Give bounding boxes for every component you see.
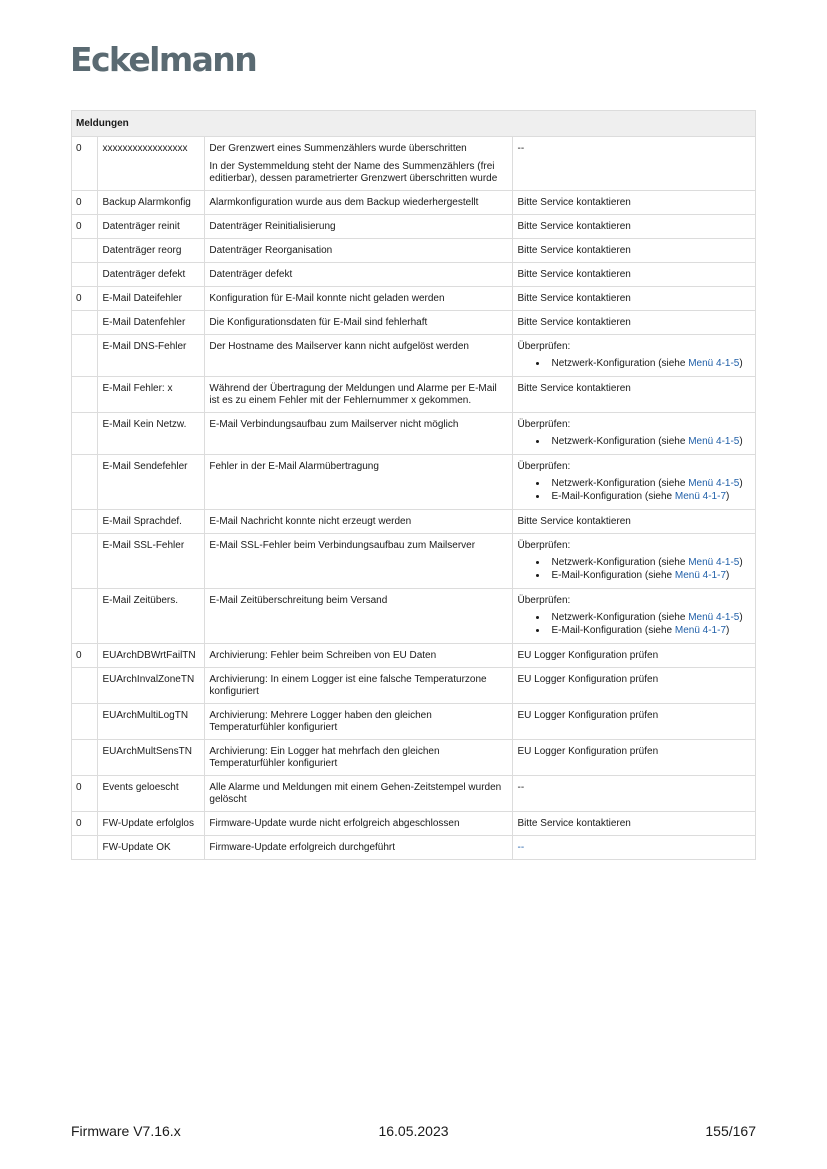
priority-cell [72, 311, 98, 335]
description-text: Alle Alarme und Meldungen mit einem Gehen-Zeitstempel wurden gelöscht [209, 782, 502, 805]
footer-page-number: 155/167 [705, 1123, 756, 1139]
message-name-cell: E-Mail Kein Netzw. [98, 413, 205, 455]
action-cell [513, 740, 756, 776]
action-text: Bitte Service kontaktieren [517, 317, 631, 328]
bullet-text-end: ) [726, 570, 730, 581]
description-cell [205, 335, 513, 377]
table-row [72, 137, 756, 191]
table-row [72, 455, 756, 510]
menu-reference-link[interactable]: Menü 4-1-5 [688, 612, 740, 623]
description-text: E-Mail Zeitüberschreitung beim Versand [209, 595, 388, 606]
description-cell [205, 413, 513, 455]
message-name-cell: Backup Alarmkonfig [98, 191, 205, 215]
description-cell [205, 589, 513, 644]
table-row [72, 335, 756, 377]
priority-cell [72, 263, 98, 287]
priority-cell: 0 [72, 644, 98, 668]
action-text: Überprüfen: [517, 595, 571, 606]
description-text: Während der Übertragung der Meldungen und Alarme per E-Mail ist es zu einem Fehler mit der Fehlernummer x gekommen. [209, 383, 497, 406]
action-cell [513, 377, 756, 413]
table-title: Meldungen [72, 111, 756, 137]
priority-cell [72, 455, 98, 510]
bullet-text-end: ) [739, 478, 743, 489]
action-bullet-list [517, 557, 751, 582]
description-text: Datenträger defekt [209, 269, 293, 280]
action-text: -- [517, 782, 525, 793]
message-name-cell: E-Mail Sendefehler [98, 455, 205, 510]
table-row [72, 836, 756, 860]
table-row [72, 668, 756, 704]
bullet-text: Netzwerk-Konfiguration (siehe [551, 612, 689, 623]
action-text: Bitte Service kontaktieren [517, 269, 631, 280]
action-text: -- [517, 143, 525, 154]
action-cell [513, 836, 756, 860]
description-text: Konfiguration für E-Mail konnte nicht geladen werden [209, 293, 445, 304]
menu-reference-link[interactable]: Menü 4-1-7 [674, 491, 727, 502]
action-bullet-list [517, 478, 751, 503]
message-name-cell: EUArchMultiLogTN [98, 704, 205, 740]
message-name-cell: EUArchMultSensTN [98, 740, 205, 776]
priority-cell: 0 [72, 215, 98, 239]
description-text: Archivierung: Fehler beim Schreiben von EU Daten [209, 650, 437, 661]
description-text: E-Mail SSL-Fehler beim Verbindungsaufbau zum Mailserver [209, 540, 476, 551]
action-cell [513, 137, 756, 191]
description-cell [205, 191, 513, 215]
description-text: Datenträger Reinitialisierung [209, 221, 336, 232]
message-name-cell: FW-Update OK [98, 836, 205, 860]
message-name-cell: E-Mail Fehler: x [98, 377, 205, 413]
description-text: In der Systemmeldung steht der Name des Summenzählers (frei editierbar), dessen parametrierter Grenzwert überschritten wurde [209, 161, 498, 184]
description-text: Datenträger Reorganisation [209, 245, 333, 256]
action-cell [513, 239, 756, 263]
priority-cell: 0 [72, 191, 98, 215]
message-name-cell: E-Mail Sprachdef. [98, 510, 205, 534]
action-bullet-item [548, 358, 751, 370]
description-cell [205, 137, 513, 191]
table-row [72, 287, 756, 311]
action-cell [513, 413, 756, 455]
menu-reference-link[interactable]: Menü 4-1-5 [688, 478, 740, 489]
menu-reference-link[interactable]: Menü 4-1-7 [674, 570, 727, 581]
description-text: Archivierung: In einem Logger ist eine falsche Temperaturzone konfiguriert [209, 674, 487, 697]
description-cell [205, 287, 513, 311]
action-cell [513, 668, 756, 704]
description-cell [205, 740, 513, 776]
priority-cell [72, 377, 98, 413]
action-cell [513, 287, 756, 311]
action-cell [513, 510, 756, 534]
action-cell [513, 644, 756, 668]
description-cell [205, 776, 513, 812]
message-name-cell: E-Mail Dateifehler [98, 287, 205, 311]
description-cell [205, 263, 513, 287]
description-text: E-Mail Nachricht konnte nicht erzeugt werden [209, 516, 412, 527]
description-cell [205, 455, 513, 510]
priority-cell: 0 [72, 776, 98, 812]
bullet-text: E-Mail-Konfiguration (siehe [551, 625, 675, 636]
action-cell [513, 704, 756, 740]
action-bullet-item [548, 557, 751, 569]
action-text: Bitte Service kontaktieren [517, 818, 631, 829]
description-cell [205, 377, 513, 413]
table-row [72, 311, 756, 335]
message-name-cell: E-Mail DNS-Fehler [98, 335, 205, 377]
priority-cell [72, 836, 98, 860]
table-row [72, 413, 756, 455]
message-name-cell: Datenträger reorg [98, 239, 205, 263]
table-row [72, 377, 756, 413]
description-text: Der Hostname des Mailserver kann nicht aufgelöst werden [209, 341, 469, 352]
message-name-cell: E-Mail Datenfehler [98, 311, 205, 335]
action-cell [513, 335, 756, 377]
action-bullet-list [517, 436, 751, 448]
footer-firmware: Firmware V7.16.x [71, 1123, 181, 1139]
message-name-cell: xxxxxxxxxxxxxxxxx [98, 137, 205, 191]
action-bullet-list [517, 358, 751, 370]
message-name-cell: Datenträger defekt [98, 263, 205, 287]
table-row [72, 191, 756, 215]
action-text: Überprüfen: [517, 461, 571, 472]
bullet-text: Netzwerk-Konfiguration (siehe [551, 436, 689, 447]
priority-cell [72, 668, 98, 704]
description-text: E-Mail Verbindungsaufbau zum Mailserver nicht möglich [209, 419, 459, 430]
message-name-cell: Events geloescht [98, 776, 205, 812]
action-text: EU Logger Konfiguration prüfen [517, 746, 659, 757]
bullet-text: Netzwerk-Konfiguration (siehe [551, 478, 689, 489]
action-cell [513, 311, 756, 335]
action-text: Bitte Service kontaktieren [517, 221, 631, 232]
priority-cell [72, 704, 98, 740]
priority-cell: 0 [72, 137, 98, 191]
priority-cell [72, 740, 98, 776]
action-link[interactable]: -- [517, 842, 525, 853]
table-row [72, 239, 756, 263]
action-bullet-item [548, 570, 751, 582]
description-cell [205, 510, 513, 534]
description-cell [205, 239, 513, 263]
description-text: Fehler in der E-Mail Alarmübertragung [209, 461, 379, 472]
action-text: EU Logger Konfiguration prüfen [517, 650, 659, 661]
bullet-text: E-Mail-Konfiguration (siehe [551, 491, 675, 502]
action-text: Bitte Service kontaktieren [517, 197, 631, 208]
action-text: Überprüfen: [517, 419, 571, 430]
bullet-text-end: ) [739, 612, 743, 623]
description-cell [205, 534, 513, 589]
description-text: Archivierung: Ein Logger hat mehrfach den gleichen Temperaturfühler konfiguriert [209, 746, 440, 769]
description-text: Firmware-Update wurde nicht erfolgreich abgeschlossen [209, 818, 460, 829]
priority-cell: 0 [72, 812, 98, 836]
action-text: Bitte Service kontaktieren [517, 516, 631, 527]
description-cell [205, 311, 513, 335]
action-cell [513, 263, 756, 287]
priority-cell [72, 413, 98, 455]
menu-reference-link[interactable]: Menü 4-1-5 [688, 436, 740, 447]
action-cell [513, 812, 756, 836]
table-row [72, 644, 756, 668]
action-bullet-item [548, 478, 751, 490]
action-bullet-item [548, 491, 751, 503]
action-cell [513, 455, 756, 510]
action-bullet-list [517, 612, 751, 637]
menu-reference-link[interactable]: Menü 4-1-7 [674, 625, 727, 636]
message-name-cell: FW-Update erfolglos [98, 812, 205, 836]
bullet-text: Netzwerk-Konfiguration (siehe [551, 557, 689, 568]
action-text: Bitte Service kontaktieren [517, 245, 631, 256]
table-row [72, 704, 756, 740]
message-name-cell: EUArchDBWrtFailTN [98, 644, 205, 668]
menu-reference-link[interactable]: Menü 4-1-5 [688, 557, 740, 568]
description-cell [205, 812, 513, 836]
description-cell [205, 644, 513, 668]
action-text: Bitte Service kontaktieren [517, 383, 631, 394]
table-row [72, 812, 756, 836]
action-bullet-item [548, 436, 751, 448]
bullet-text-end: ) [739, 436, 743, 447]
table-row [72, 510, 756, 534]
action-cell [513, 534, 756, 589]
table-row [72, 589, 756, 644]
action-text: Überprüfen: [517, 341, 571, 352]
table-header-row [72, 111, 756, 137]
action-cell [513, 215, 756, 239]
message-name-cell: E-Mail Zeitübers. [98, 589, 205, 644]
footer-date: 16.05.2023 [378, 1123, 449, 1139]
action-text: EU Logger Konfiguration prüfen [517, 710, 659, 721]
table-row [72, 263, 756, 287]
priority-cell [72, 589, 98, 644]
priority-cell: 0 [72, 287, 98, 311]
description-cell [205, 215, 513, 239]
priority-cell [72, 335, 98, 377]
messages-table [71, 110, 756, 860]
description-cell [205, 668, 513, 704]
eckelmann-logo: Eckelmann [70, 40, 257, 79]
action-cell [513, 191, 756, 215]
description-cell [205, 836, 513, 860]
action-text: Überprüfen: [517, 540, 571, 551]
menu-reference-link[interactable]: Menü 4-1-5 [688, 358, 740, 369]
description-text: Der Grenzwert eines Summenzählers wurde überschritten [209, 143, 467, 154]
bullet-text-end: ) [726, 491, 730, 502]
message-name-cell: E-Mail SSL-Fehler [98, 534, 205, 589]
priority-cell [72, 510, 98, 534]
action-bullet-item [548, 612, 751, 624]
table-row [72, 215, 756, 239]
action-text: EU Logger Konfiguration prüfen [517, 674, 659, 685]
priority-cell [72, 534, 98, 589]
action-bullet-item [548, 625, 751, 637]
table-row [72, 740, 756, 776]
action-cell [513, 589, 756, 644]
action-cell [513, 776, 756, 812]
message-name-cell: EUArchInvalZoneTN [98, 668, 205, 704]
bullet-text: E-Mail-Konfiguration (siehe [551, 570, 675, 581]
description-text: Archivierung: Mehrere Logger haben den gleichen Temperaturfühler konfiguriert [209, 710, 432, 733]
message-name-cell: Datenträger reinit [98, 215, 205, 239]
table-row [72, 534, 756, 589]
bullet-text: Netzwerk-Konfiguration (siehe [551, 358, 689, 369]
bullet-text-end: ) [739, 557, 743, 568]
bullet-text-end: ) [739, 358, 743, 369]
description-text: Firmware-Update erfolgreich durchgeführt [209, 842, 396, 853]
description-text: Alarmkonfiguration wurde aus dem Backup wiederhergestellt [209, 197, 479, 208]
description-text: Die Konfigurationsdaten für E-Mail sind fehlerhaft [209, 317, 428, 328]
bullet-text-end: ) [726, 625, 730, 636]
description-cell [205, 704, 513, 740]
table-row [72, 776, 756, 812]
priority-cell [72, 239, 98, 263]
action-text: Bitte Service kontaktieren [517, 293, 631, 304]
